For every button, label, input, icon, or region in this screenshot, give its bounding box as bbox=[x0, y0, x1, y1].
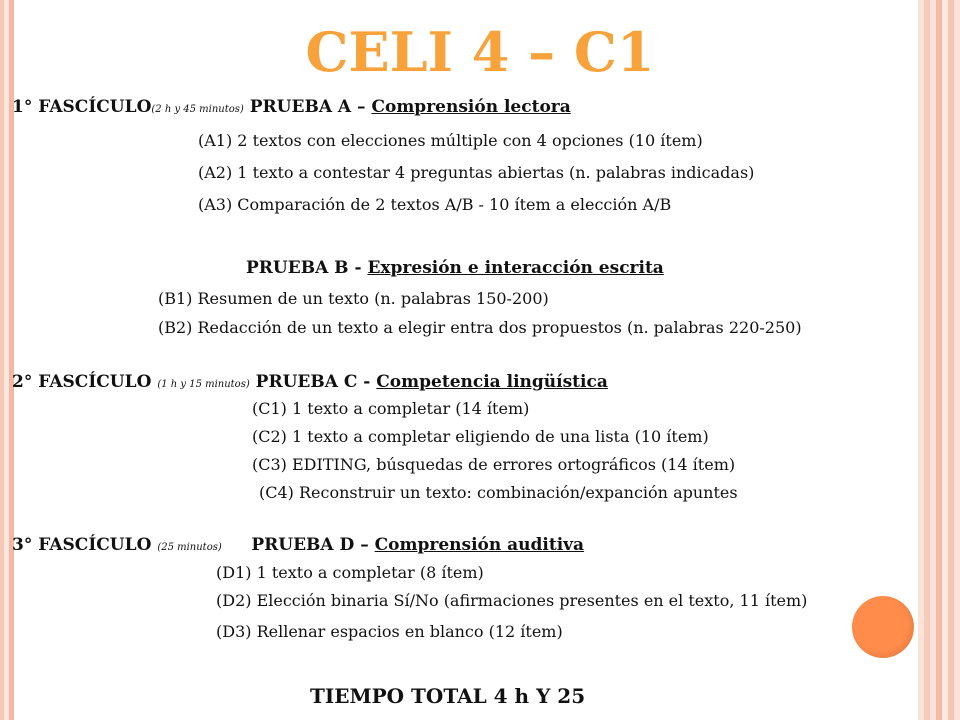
section-2-time: (1 h y 15 minutos) bbox=[157, 379, 250, 390]
prueba-c-label: PRUEBA C - bbox=[255, 372, 371, 392]
slide-title: CELI 4 – C1 bbox=[305, 20, 655, 84]
section-3-time: (25 minutos) bbox=[157, 542, 222, 553]
total-time: TIEMPO TOTAL 4 h Y 25 bbox=[310, 684, 586, 708]
section-3-header bbox=[12, 535, 584, 555]
prueba-b-subject: Expresión e interacción escrita bbox=[367, 258, 664, 278]
prueba-d-label: PRUEBA D – bbox=[251, 535, 369, 555]
section-3-label: 3° FASCÍCULO bbox=[12, 535, 152, 555]
item-a2: (A2) 1 texto a contestar 4 preguntas abiertas (n. palabras indicadas) bbox=[198, 163, 755, 182]
prueba-a-subject: Comprensión lectora bbox=[371, 97, 571, 117]
item-c4: (C4) Reconstruir un texto: combinación/expanción apuntes bbox=[259, 483, 738, 502]
item-d1: (D1) 1 texto a completar (8 ítem) bbox=[216, 563, 484, 582]
item-a3: (A3) Comparación de 2 textos A/B - 10 ítem a elección A/B bbox=[198, 195, 672, 214]
prueba-a-label: PRUEBA A – bbox=[249, 97, 366, 117]
item-b1: (B1) Resumen de un texto (n. palabras 150-200) bbox=[158, 289, 549, 308]
item-a1: (A1) 2 textos con elecciones múltiple con 4 opciones (10 ítem) bbox=[198, 131, 703, 150]
prueba-b-label: PRUEBA B - bbox=[246, 258, 362, 278]
section-1-time: (2 h y 45 minutos) bbox=[151, 104, 244, 115]
prueba-b-header bbox=[246, 258, 664, 278]
item-c3: (C3) EDITING, búsquedas de errores ortográficos (14 ítem) bbox=[252, 455, 736, 474]
item-c2: (C2) 1 texto a completar eligiendo de una lista (10 ítem) bbox=[252, 427, 709, 446]
section-1-header bbox=[12, 97, 571, 117]
prueba-d-subject: Comprensión auditiva bbox=[374, 535, 585, 555]
section-2-label: 2° FASCÍCULO bbox=[12, 372, 152, 392]
prueba-c-subject: Competencia lingüística bbox=[376, 372, 608, 392]
item-b2: (B2) Redacción de un texto a elegir entra dos propuestos (n. palabras 220-250) bbox=[158, 318, 802, 337]
item-d3: (D3) Rellenar espacios en blanco (12 ítem) bbox=[216, 622, 563, 641]
item-c1: (C1) 1 texto a completar (14 ítem) bbox=[252, 399, 530, 418]
section-1-label: 1° FASCÍCULO bbox=[12, 97, 152, 117]
item-d2: (D2) Elección binaria Sí/No (afirmaciones presentes en el texto, 11 ítem) bbox=[216, 591, 808, 610]
right-border-decoration bbox=[918, 0, 960, 720]
orange-circle-decoration bbox=[852, 596, 914, 658]
section-2-header bbox=[12, 372, 608, 392]
